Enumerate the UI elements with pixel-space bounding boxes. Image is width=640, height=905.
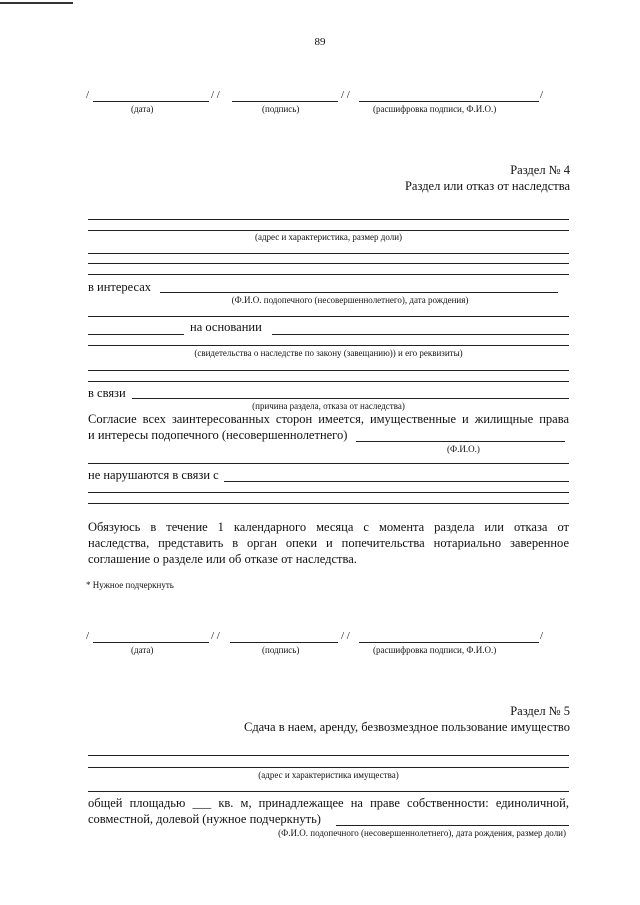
certificate-caption: (свидетельства о наследстве по закону (завещанию)) и его реквизиты) bbox=[194, 348, 463, 358]
fio-caption: (Ф.И.О.) bbox=[447, 444, 480, 454]
page-number: 89 bbox=[314, 36, 326, 48]
property-field-1[interactable] bbox=[88, 755, 569, 756]
signature-slash-mid2: / / bbox=[341, 630, 350, 642]
ward-share-caption: (Ф.И.О. подопечного (несовершеннолетнего), дата рождения, размер доли) bbox=[278, 828, 566, 838]
obligation-line-3: соглашение о разделе или об отказе от наследства. bbox=[88, 552, 357, 566]
obligation-line-1: Обязуюсь в течение 1 календарного месяца с момента раздела или отказа от bbox=[88, 520, 569, 534]
not-violated-field[interactable] bbox=[224, 481, 569, 482]
signature-slash-mid1: / / bbox=[211, 89, 220, 101]
reason-caption: (причина раздела, отказа от наследства) bbox=[252, 401, 405, 411]
scan-corner-mark bbox=[0, 2, 73, 4]
signature-field[interactable] bbox=[232, 101, 338, 102]
signature-slash-right: / bbox=[540, 630, 544, 642]
full-name-field[interactable] bbox=[359, 642, 539, 643]
section5-number: Раздел № 5 bbox=[510, 704, 570, 718]
section5-title: Сдача в наем, аренду, безвозмездное пользование имущество bbox=[243, 720, 570, 734]
property-field-3[interactable] bbox=[88, 791, 569, 792]
obligation-line-2: наследства, представить в орган опеки и попечительства нотариально заверенное bbox=[88, 536, 569, 550]
fio-field-2[interactable] bbox=[88, 463, 569, 464]
footnote: * Нужное подчеркнуть bbox=[86, 580, 174, 590]
full-name-label: (расшифровка подписи, Ф.И.О.) bbox=[373, 104, 497, 114]
full-name-label: (расшифровка подписи, Ф.И.О.) bbox=[373, 645, 497, 655]
full-name-field[interactable] bbox=[359, 101, 539, 102]
date-field[interactable] bbox=[93, 101, 209, 102]
signature-slash-right: / bbox=[540, 89, 544, 101]
basis-field[interactable] bbox=[272, 334, 569, 335]
signature-label: (подпись) bbox=[262, 645, 300, 655]
fio-field[interactable] bbox=[356, 441, 565, 442]
consent-line-2: и интересы подопечного (несовершеннолетнего) bbox=[88, 428, 348, 442]
address-field-5[interactable] bbox=[88, 274, 569, 275]
signature-slash-left: / bbox=[86, 89, 90, 101]
address-field-2[interactable] bbox=[88, 230, 569, 231]
ward-field[interactable] bbox=[160, 292, 558, 293]
certificate-field-2[interactable] bbox=[88, 381, 569, 382]
not-violated-field-2[interactable] bbox=[88, 492, 569, 493]
ward-share-field[interactable] bbox=[336, 825, 569, 826]
not-violated-label: не нарушаются в связи с bbox=[88, 468, 219, 482]
basis-left-field[interactable] bbox=[88, 334, 184, 335]
area-line-2: совместной, долевой (нужное подчеркнуть) bbox=[88, 812, 321, 826]
signature-field[interactable] bbox=[230, 642, 338, 643]
in-interests-label: в интересах bbox=[88, 280, 152, 294]
consent-line-1: Согласие всех заинтересованных сторон имеется, имущественные и жилищные права bbox=[88, 412, 569, 426]
address-field-3[interactable] bbox=[88, 253, 569, 254]
date-field[interactable] bbox=[93, 642, 209, 643]
ward-caption: (Ф.И.О. подопечного (несовершеннолетнего), дата рождения) bbox=[231, 295, 469, 305]
section4-title: Раздел или отказ от наследства bbox=[404, 179, 570, 193]
signature-slash-mid2: / / bbox=[341, 89, 350, 101]
address-field-4[interactable] bbox=[88, 263, 569, 264]
basis-field-2[interactable] bbox=[88, 345, 569, 346]
certificate-field-1[interactable] bbox=[88, 370, 569, 371]
property-caption: (адрес и характеристика имущества) bbox=[258, 770, 399, 780]
signature-slash-left: / bbox=[86, 630, 90, 642]
area-line-1: общей площадью ___ кв. м, принадлежащее на праве собственности: единоличной, bbox=[88, 796, 569, 810]
signature-label: (подпись) bbox=[262, 104, 300, 114]
address-caption: (адрес и характеристика, размер доли) bbox=[254, 232, 403, 242]
in-connection-label: в связи bbox=[88, 386, 126, 400]
not-violated-field-3[interactable] bbox=[88, 503, 569, 504]
ward-field-2[interactable] bbox=[88, 316, 569, 317]
section4-number: Раздел № 4 bbox=[510, 163, 570, 177]
address-field-1[interactable] bbox=[88, 219, 569, 220]
on-basis-label: на основании bbox=[190, 320, 262, 334]
date-label: (дата) bbox=[131, 104, 154, 114]
date-label: (дата) bbox=[131, 645, 154, 655]
signature-slash-mid1: / / bbox=[211, 630, 220, 642]
property-field-2[interactable] bbox=[88, 767, 569, 768]
reason-field[interactable] bbox=[132, 398, 569, 399]
